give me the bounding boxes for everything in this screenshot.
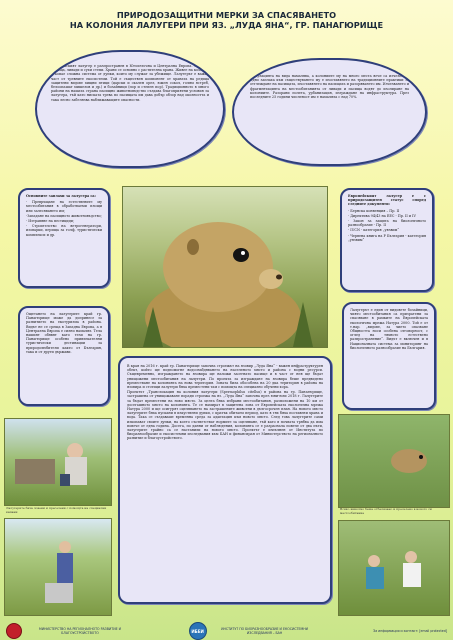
threat-item: - Изтравяне на пестициди; bbox=[26, 219, 75, 224]
ministry-logo-icon bbox=[6, 623, 22, 639]
ministry-name: МИНИСТЕРСТВО НА РЕГИОНАЛНОТО РАЗВИТИЕ И БЛАГОУСТРОЙСТВОТО bbox=[38, 627, 122, 635]
trapping-photo bbox=[4, 418, 112, 506]
left-photo-caption: Лалугерите бяха ловени и преселени с помощта на специални капани bbox=[6, 506, 107, 514]
monitoring-photo bbox=[338, 520, 450, 616]
right-squirrel-scene bbox=[339, 415, 449, 507]
threats-box bbox=[18, 188, 110, 288]
status-item: - Бернска конвенция – Пр. II bbox=[348, 208, 400, 213]
threats-heading: Основните заплахи за лалугера са: bbox=[26, 194, 96, 198]
ecotourism-text: Ощетането на лалугерите край гр. Панагюрище може да допринесе за развитието на екотуризма в района. Видът не се среща в Западна Европа, а в Централна Европа е силно намалял. Тела нашият обявят като тези на гр. Панагюрище особено привлекателни туристически дестинации за природолюбители както от България, така и от други държави. bbox=[26, 312, 102, 354]
natura-text: Лалугерът е един от видовете бозайници, чиято местообитания са призратени за спасяване в рамките на Европейската екологична мрежа Натура 2000. Той е от т.нар. „видове, за чието опазване Общността носи особена отговорност, с оглед на тяхното естествено разпространение“. Видът е включен и в Националната система за мониторинг на биологичното разнообразие на България. bbox=[350, 308, 428, 350]
status-box bbox=[340, 188, 434, 292]
threat-item: -Западане на пасищното животновъдство; bbox=[26, 213, 102, 218]
status-item: - Червена книга на Р България - категория „уязвим“ bbox=[348, 233, 426, 242]
threat-item: - Превръщане на естествените му местообитания в обработваеми площи или залесяването им; bbox=[26, 200, 102, 213]
title-line-1: ПРИРОДОЗАЩИТНИ МЕРКИ ЗА СПАСЯВАНЕТО bbox=[116, 10, 337, 20]
footer bbox=[0, 622, 453, 640]
ground-squirrel-photo bbox=[122, 186, 328, 348]
poster-title bbox=[0, 10, 453, 30]
ibei-logo-icon: ИБЕИ bbox=[189, 622, 207, 640]
contact-info: За информация и контакт: [email protected] bbox=[373, 629, 447, 633]
intro-text: Европейският лалугер е разпространен в Югоизточна и Централна Европа. Обитава пасища, ливади и сухи степи. Храни се основно с растителна храна. Живее на колонии и копае сложна система от дупки, които му служат за убежище. Лалугерът е важна част от тревните екосистеми. Той е съществен компонент от храната на редица защитени видове хищни птици (царски и скален орел, южен сокол, голям ястреб, белоопашат мишелов и др.) и бозайници (пор и степен пор). Традиционното в много райони на нашата страна пасищно животновъдство създава благоприятни условия за лалугера, тъй като ниската трева по пасищата им дава добър обзор над околността и така лесно забелязва наближаващите опасности. bbox=[51, 64, 209, 102]
natura-box bbox=[342, 302, 436, 410]
project-box bbox=[118, 356, 332, 604]
population-box bbox=[232, 58, 427, 166]
status-heading: Европейският лалугер е с природозащитен статус според следните документи: bbox=[348, 194, 426, 207]
intro-box bbox=[35, 50, 225, 168]
footer-center bbox=[189, 622, 320, 640]
monitoring-scene bbox=[339, 521, 449, 615]
project-paragraph-2: Проектът „Транслокация на колония лалугери (Spermophilus citellus) в района на гр. Панагюрище, застрашена от унищожаване поради строежа на яз. „Луда Яна“ започна през юни-юли 2018 г. Лалугерите за бъдат преместени на ново място. За целта бяха избрани местообитания, разположени на 10 км от досегашното място на колонията. Те се намират в защитена зона от Европейската екологична мрежа Натура 2000 и ще осигурят оцеляването на застрашените животни в дългосрочен план. На новото място лалугерите бяха пускани в изкуствени дупки, с кратък обитаем период, като в тях бяха поставени храна и вода. Така се създаваше временна среда за адаптация към новото място. След това лалугерите сами изкопават своите дупки, на което съответстват нормите за оцеляване, тъй като в почвата трябва да има повече от една година. Досега, по данни от наблюдения, колонията се е разраснала повече от два пъти, лалугерите трайно са се настанили на новото място. Проектът е изпълнен от Института по биоразнообразие и екосистемни изследвания към БАН и финансиран от Министерството на регионалното развитие и благоустройството. bbox=[127, 390, 323, 441]
trapping-scene bbox=[5, 419, 111, 505]
ground-squirrel-illustration bbox=[123, 187, 327, 347]
status-item: - IUCN - категория „уязвим“ bbox=[348, 228, 400, 233]
status-item: - Директива 94/43 на ЕЕС - Пр. II и IV bbox=[348, 213, 416, 218]
population-text: Популацията на вида намалява, а колониите му на много места вече са изчезнали. Едно заплаха към съществуването му е изоставянето на традиционните практики за отглеждане на пасищата, изоставянето на пасищата и разоряването им. Изчезването и фрагментацията на местообитанията от ливади и пасища водят до изолиране на колониите. Разорани полета, урбанизация, изграждане на инфраструктура. През последните 25 години численост им е намаляла с над 70%. bbox=[250, 74, 409, 100]
ecotourism-box bbox=[18, 306, 110, 406]
footer-left bbox=[6, 623, 135, 639]
field-scene bbox=[5, 519, 111, 615]
title-line-2: НА КОЛОНИЯ ЛАЛУГЕРИ ПРИ ЯЗ. „ЛУДА ЯНА“, ГР. ПАНАГЮРИЩЕ bbox=[69, 20, 384, 30]
status-item: - Закон за защита на биологичното разнообразие - Пр. II bbox=[348, 219, 426, 228]
threat-item: - Строителство на ветрогенератори, изоварки, игрища за голф, туристически комплекси и др. bbox=[26, 224, 102, 237]
right-squirrel-photo bbox=[338, 414, 450, 508]
institute-name: ИНСТИТУТ ПО БИОРАЗНООБРАЗИЕ И ЕКОСИСТЕМНИ ИЗСЛЕДВАНИЯ – БАН bbox=[221, 627, 309, 635]
project-paragraph-1: В края на 2016 г. край гр. Панагюрище започна строежът на язовир „Луда Яна“ - важен инфраструктурен обект, който ще подпомогне водоснабдяването на населеното място и района с водни ресурси. Същевременно, изграждането на язовира ще наложи засегнато пасище и в част от нея ще бъдат унищожени местообитания на лалугери. По проекта за изграждане на язовира беше предвидено преместване на колонията на нова територия. Зоната била обособена на 20 дка територия в района на язовира и стотици лалугери бяха преместени там с помощта на специално обучени хора. bbox=[127, 364, 323, 390]
field-photo bbox=[4, 518, 112, 616]
right-photo-caption: Всяко животно беше отбелязано и преселено в новото си местообитание bbox=[340, 507, 432, 515]
